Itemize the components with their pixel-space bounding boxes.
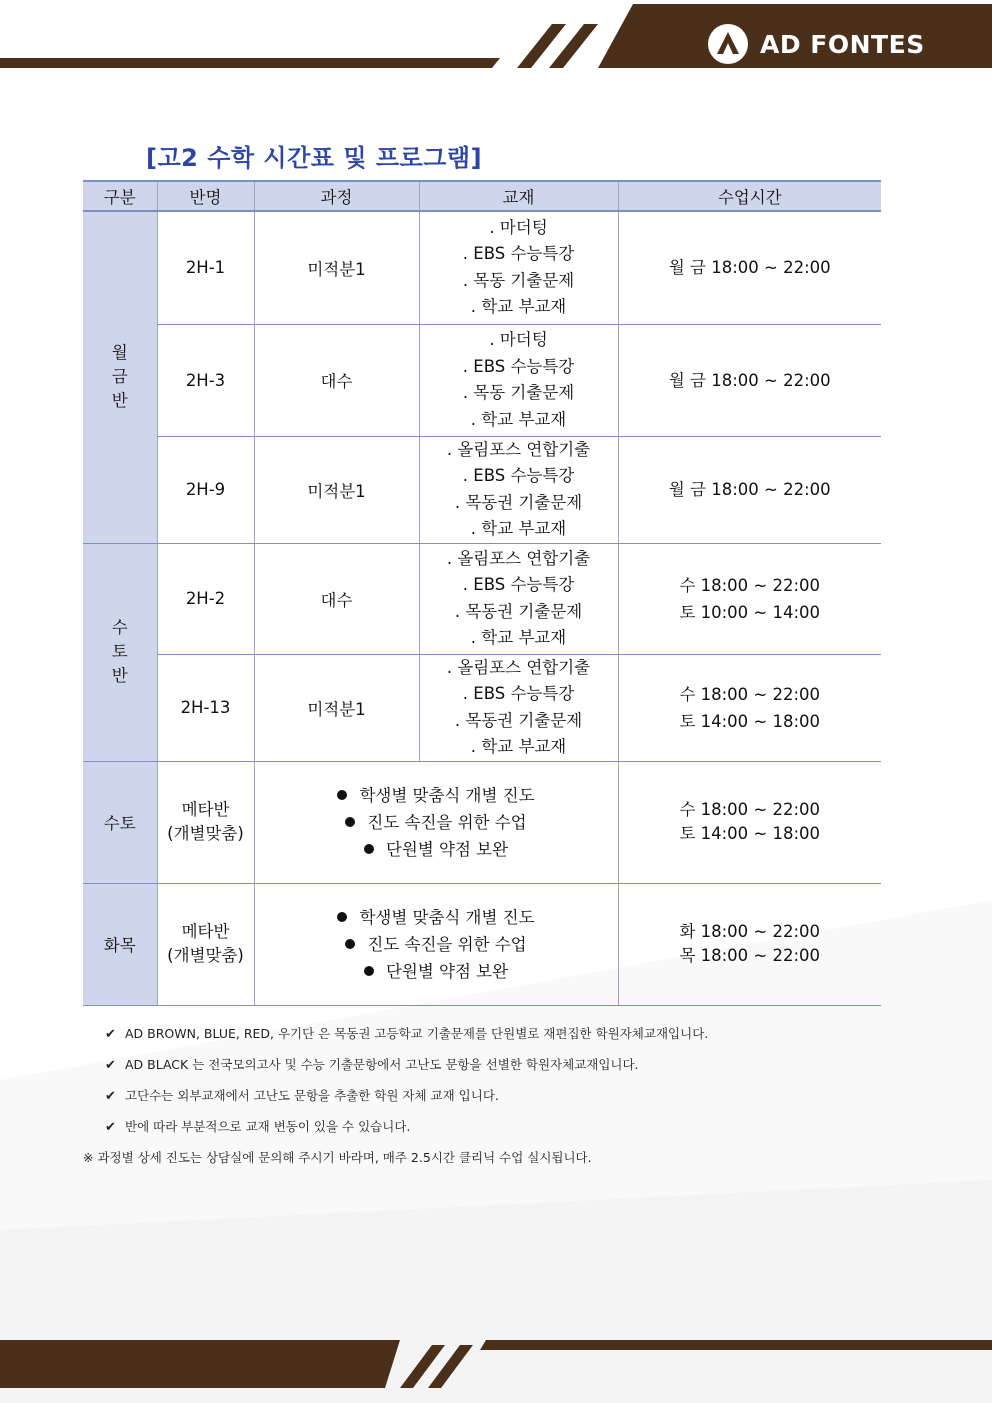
note-text: AD BLACK 는 전국모의고사 및 수능 기출문항에서 고난도 문항을 선별한 학원자체교재입니다.: [125, 1057, 639, 1072]
header-course: 과정: [254, 181, 419, 211]
class-name-line: (개별맞춤): [167, 824, 244, 843]
table-row: [83, 654, 881, 761]
materials-cell: [419, 324, 618, 436]
materials-cell: [419, 211, 618, 324]
program-item-text: 학생별 맞춤식 개별 진도: [359, 907, 535, 927]
note-text: AD BROWN, BLUE, RED, 우기단 은 목동권 고등학교 기출문제를 단원별로 재편집한 학원자체교재입니다.: [125, 1026, 709, 1041]
note-text: 반에 따라 부분적으로 교재 변동이 있을 수 있습니다.: [125, 1119, 411, 1134]
material-item: . 학교 부교재: [470, 297, 567, 317]
program-item: [255, 958, 618, 985]
time-line: 월 금 18:00 ~ 22:00: [668, 480, 831, 499]
materials-cell: [419, 436, 618, 543]
material-item: . 올림포스 연합기출: [446, 439, 591, 459]
program-item: [255, 809, 618, 836]
class-name-cell: 2H-13: [157, 654, 254, 761]
group-label-line: 금: [111, 367, 128, 387]
time-cell: [618, 543, 881, 654]
group-label-mon-fri: [83, 211, 157, 543]
time-line: 토 10:00 ~ 14:00: [679, 602, 821, 622]
time-cell: [618, 324, 881, 436]
bullet-dot-icon: [345, 817, 355, 827]
note-text: 고단수는 외부교재에서 고난도 문항을 추출한 학원 자체 교재 입니다.: [125, 1088, 499, 1103]
group-label-line: 토: [111, 642, 128, 661]
material-item: . 마더텅: [489, 217, 548, 237]
group-label-line: 반: [111, 391, 128, 411]
time-line: 화 18:00 ~ 22:00: [679, 922, 821, 941]
group-label-line: 수: [111, 618, 128, 637]
brand-logo: [708, 24, 925, 64]
class-name-cell: 2H-1: [157, 211, 254, 324]
header-materials: 교재: [419, 181, 618, 211]
program-item: [255, 904, 618, 931]
course-cell: 미적분1: [254, 211, 419, 324]
note-item: [83, 1054, 708, 1085]
time-line: 토 14:00 ~ 18:00: [679, 711, 821, 731]
course-cell: 미적분1: [254, 654, 419, 761]
program-item-text: 진도 속진을 위한 수업: [367, 934, 527, 954]
table-row: [83, 883, 881, 1005]
page-title: [고2 수학 시간표 및 프로그램]: [146, 144, 483, 172]
class-name-cell: 2H-9: [157, 436, 254, 543]
program-cell: [254, 883, 618, 1005]
material-item: . EBS 수능특강: [462, 244, 575, 264]
table-row: [83, 324, 881, 436]
ad-fontes-logo-icon: [708, 24, 748, 64]
material-item: . 목동권 기출문제: [454, 492, 583, 512]
program-item: [255, 836, 618, 863]
material-item: . 학교 부교재: [470, 628, 567, 647]
time-cell: [618, 654, 881, 761]
material-item: . 목동 기출문제: [462, 270, 575, 290]
time-line: 수 18:00 ~ 22:00: [679, 800, 821, 819]
table-header-row: [83, 181, 881, 211]
note-item: [83, 1085, 708, 1116]
time-line: 월 금 18:00 ~ 22:00: [668, 370, 831, 390]
material-item: . 학교 부교재: [470, 519, 567, 538]
course-cell: 대수: [254, 543, 419, 654]
material-item: . 학교 부교재: [470, 737, 567, 756]
program-cell: [254, 761, 618, 883]
program-item-text: 진도 속진을 위한 수업: [367, 812, 527, 832]
table-row: [83, 761, 881, 883]
material-item: . EBS 수능특강: [462, 684, 575, 703]
checkmark-icon: ✔: [105, 1120, 116, 1135]
program-item: [255, 931, 618, 958]
bullet-dot-icon: [337, 790, 347, 800]
class-name-line: 메타반: [181, 922, 230, 941]
time-cell: [618, 211, 881, 324]
time-line: 목 18:00 ~ 22:00: [679, 946, 821, 965]
checkmark-icon: ✔: [105, 1089, 116, 1104]
note-item: [83, 1023, 708, 1054]
bullet-dot-icon: [364, 966, 374, 976]
class-name-line: (개별맞춤): [167, 946, 244, 965]
materials-cell: [419, 543, 618, 654]
checkmark-icon: ✔: [105, 1027, 116, 1042]
time-line: 수 18:00 ~ 22:00: [679, 684, 821, 704]
class-name-cell: [157, 761, 254, 883]
time-line: 토 14:00 ~ 18:00: [679, 824, 821, 843]
time-line: 월 금 18:00 ~ 22:00: [668, 258, 831, 278]
table-row: [83, 211, 881, 324]
table-row: [83, 436, 881, 543]
table-row: [83, 543, 881, 654]
class-name-line: 메타반: [181, 800, 230, 819]
program-item-text: 단원별 약점 보완: [385, 839, 509, 859]
bullet-dot-icon: [345, 939, 355, 949]
group-label-meta-wed-sat: 수토: [83, 761, 157, 883]
program-item: [255, 782, 618, 809]
material-item: . 올림포스 연합기출: [446, 657, 591, 677]
header-category: 구분: [83, 181, 157, 211]
group-label-line: 반: [111, 666, 128, 685]
footnote: ※ 과정별 상세 진도는 상담실에 문의해 주시기 바라며, 매주 2.5시간 클리닉 수업 실시됩니다.: [83, 1150, 592, 1165]
program-item-text: 단원별 약점 보완: [385, 961, 509, 981]
material-item: . 학교 부교재: [470, 409, 567, 429]
group-label-line: 월: [111, 343, 128, 363]
brand-name: AD FONTES: [760, 29, 925, 59]
bullet-dot-icon: [337, 912, 347, 922]
course-cell: 미적분1: [254, 436, 419, 543]
notes-section: [83, 1023, 708, 1169]
time-cell: [618, 761, 881, 883]
material-item: . 마더텅: [489, 330, 548, 349]
course-cell: 대수: [254, 324, 419, 436]
class-name-cell: [157, 883, 254, 1005]
note-item: [83, 1116, 708, 1147]
material-item: . 목동권 기출문제: [454, 710, 583, 730]
group-label-wed-sat: [83, 543, 157, 761]
material-item: . 올림포스 연합기출: [446, 548, 591, 568]
material-item: . 목동 기출문제: [462, 383, 575, 402]
class-name-cell: 2H-2: [157, 543, 254, 654]
time-line: 수 18:00 ~ 22:00: [679, 575, 821, 595]
materials-cell: [419, 654, 618, 761]
material-item: . EBS 수능특강: [462, 466, 575, 485]
program-item-text: 학생별 맞춤식 개별 진도: [359, 785, 535, 805]
header-class-name: 반명: [157, 181, 254, 211]
group-label-meta-tue-thu: 화목: [83, 883, 157, 1005]
material-item: . EBS 수능특강: [462, 575, 575, 594]
material-item: . EBS 수능특강: [462, 356, 575, 376]
bullet-dot-icon: [364, 844, 374, 854]
time-cell: [618, 883, 881, 1005]
header-class-time: 수업시간: [618, 181, 881, 211]
class-name-cell: 2H-3: [157, 324, 254, 436]
material-item: . 목동권 기출문제: [454, 601, 583, 621]
timetable: [83, 180, 881, 1006]
checkmark-icon: ✔: [105, 1058, 116, 1073]
time-cell: [618, 436, 881, 543]
